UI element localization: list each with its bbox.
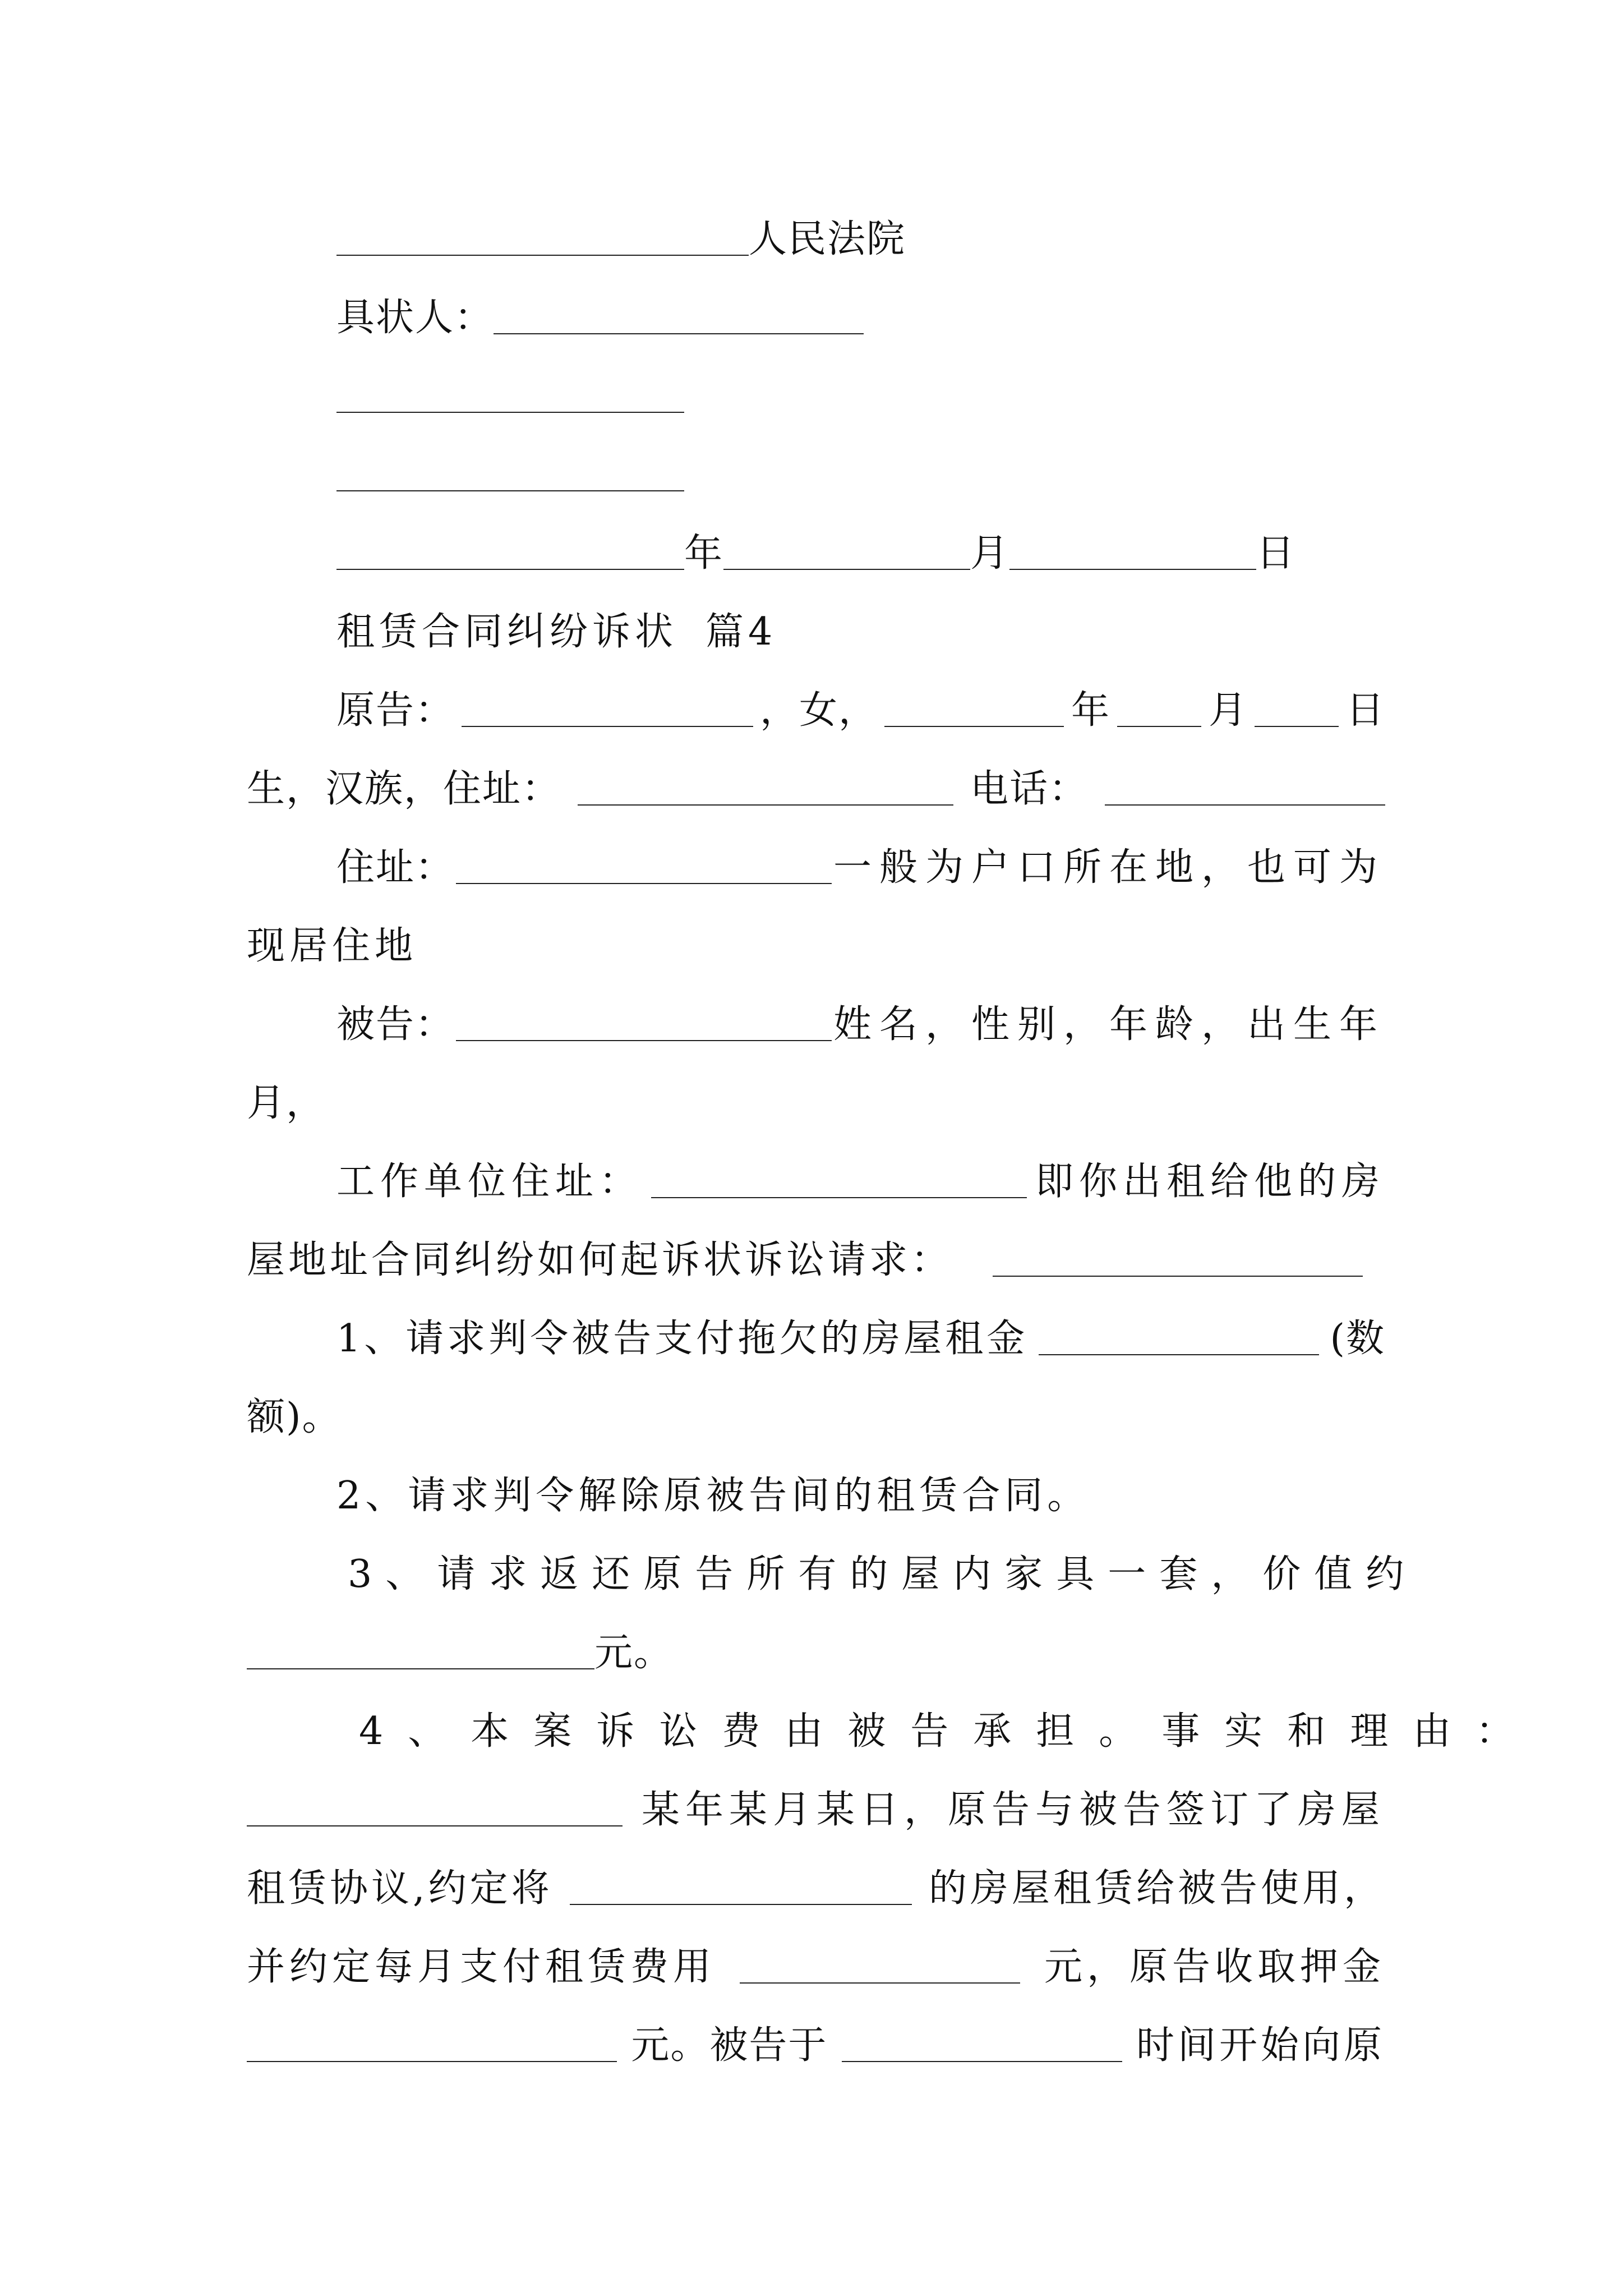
signature-extra-blank-1[interactable] [336,411,684,413]
defendant-label: 被告： [336,1002,455,1047]
court-line [336,214,906,265]
claim-3-line [348,1549,1417,1600]
defendant-line [336,1000,1385,1050]
plaintiff-born: 生，汉族，住址： [247,767,561,811]
facts-text-4b: 时间开始向原 [1136,2023,1385,2068]
heading-part: 篇4 [706,610,777,654]
claim-1-line [336,1314,1385,1364]
facts-rent-blank[interactable] [740,1982,1020,1984]
facts-blank-1[interactable] [247,1825,623,1826]
address-hint-cont [247,921,417,972]
blank-line-1 [336,371,684,422]
plaintiff-name-blank[interactable] [462,725,753,727]
court-name-blank[interactable] [336,254,749,256]
defendant-desc: 姓名，性别，年龄，出生年 [833,1002,1385,1047]
claim-3-text: 3、请求返还原告所有的屋内家具一套，价值约 [348,1552,1418,1596]
signature-label: 具状人： [336,296,494,340]
claim-4-text: 4、本案诉讼费由被告承担。事实和理由： [359,1709,1539,1754]
plaintiff-day-blank[interactable] [1255,725,1339,727]
date-day-label: 日 [1256,531,1296,576]
facts-text-4a: 元。被告于 [631,2023,828,2068]
facts-text-2a: 租赁协议,约定将 [247,1866,553,1911]
court-suffix: 人民法院 [749,217,906,261]
defendant-desc-2: 月， [247,1081,326,1125]
date-month-blank[interactable] [723,568,970,570]
address-blank[interactable] [456,882,832,884]
facts-text-3a: 并约定每月支付租赁费用 [247,1945,716,1989]
plaintiff-year-label: 年 [1071,688,1110,733]
claim-3-value-blank[interactable] [247,1668,594,1669]
workplace-line-2 [247,1235,1363,1286]
heading-title: 租赁合同纠纷诉状 [336,610,678,654]
plaintiff-phone-blank[interactable] [1105,804,1385,806]
date-month-label: 月 [970,531,1010,576]
section-heading [336,607,777,657]
plaintiff-month-label: 月 [1208,688,1248,733]
facts-line-3 [247,1942,1385,1993]
plaintiff-line [336,685,1385,736]
defendant-blank[interactable] [456,1039,832,1041]
date-year-label: 年 [684,531,724,576]
plaintiff-address-line [247,764,1385,815]
signature-extra-blank-2[interactable] [336,490,684,491]
workplace-blank[interactable] [651,1197,1027,1198]
defendant-desc-cont [247,1078,325,1129]
address-label: 住址： [336,845,455,890]
workplace-hint: 即你出租给他的房 [1035,1159,1385,1204]
date-year-blank[interactable] [336,568,684,570]
facts-line-2 [247,1864,1385,1914]
claim-1-note-2: 额)。 [247,1395,342,1439]
date-day-blank[interactable] [1009,568,1256,570]
claim-1-text: 1、请求判令被告支付拖欠的房屋租金 [336,1317,1029,1361]
plaintiff-year-blank[interactable] [884,725,1064,727]
plaintiff-address-blank[interactable] [578,804,953,806]
facts-text-2b: 的房屋租赁给被告使用， [928,1866,1385,1911]
signature-blank[interactable] [494,333,864,334]
facts-text-3b: 元，原告收取押金 [1044,1945,1385,1989]
claims-intro-blank[interactable] [993,1275,1363,1277]
facts-line-1 [247,1785,1385,1835]
claim-2-line [336,1471,1090,1521]
signature-line [336,293,864,343]
plaintiff-day-label: 日 [1345,688,1385,733]
claim-2-text: 2、请求判令解除原被告间的租赁合同。 [336,1474,1090,1518]
claim-3-unit: 元。 [594,1631,674,1675]
facts-text-1: 某年某月某日，原告与被告签订了房屋 [641,1788,1385,1832]
plaintiff-gender: ，女， [759,688,878,733]
plaintiff-phone-label: 电话： [970,767,1088,811]
facts-time-blank[interactable] [842,2060,1122,2062]
address-line [336,843,1385,893]
plaintiff-label: 原告： [336,688,455,733]
workplace-line [336,1157,1385,1207]
claim-1-note: (数 [1330,1317,1385,1361]
address-hint-2: 现居住地 [247,924,418,968]
workplace-claims-intro: 屋地址合同纠纷如何起诉状诉讼请求： [247,1238,953,1282]
facts-line-4 [247,2021,1385,2071]
claim-4-line [359,1706,1538,1757]
claim-3-cont [247,1628,673,1678]
claim-1-cont [247,1392,342,1443]
blank-line-2 [336,450,684,500]
facts-deposit-blank[interactable] [247,2060,617,2062]
address-hint: 一般为户口所在地，也可为 [833,845,1385,890]
date-line [336,528,1295,579]
facts-property-blank[interactable] [570,1903,912,1905]
claim-1-amount-blank[interactable] [1039,1354,1319,1355]
workplace-label: 工作单位住址： [336,1159,643,1204]
plaintiff-month-blank[interactable] [1117,725,1201,727]
